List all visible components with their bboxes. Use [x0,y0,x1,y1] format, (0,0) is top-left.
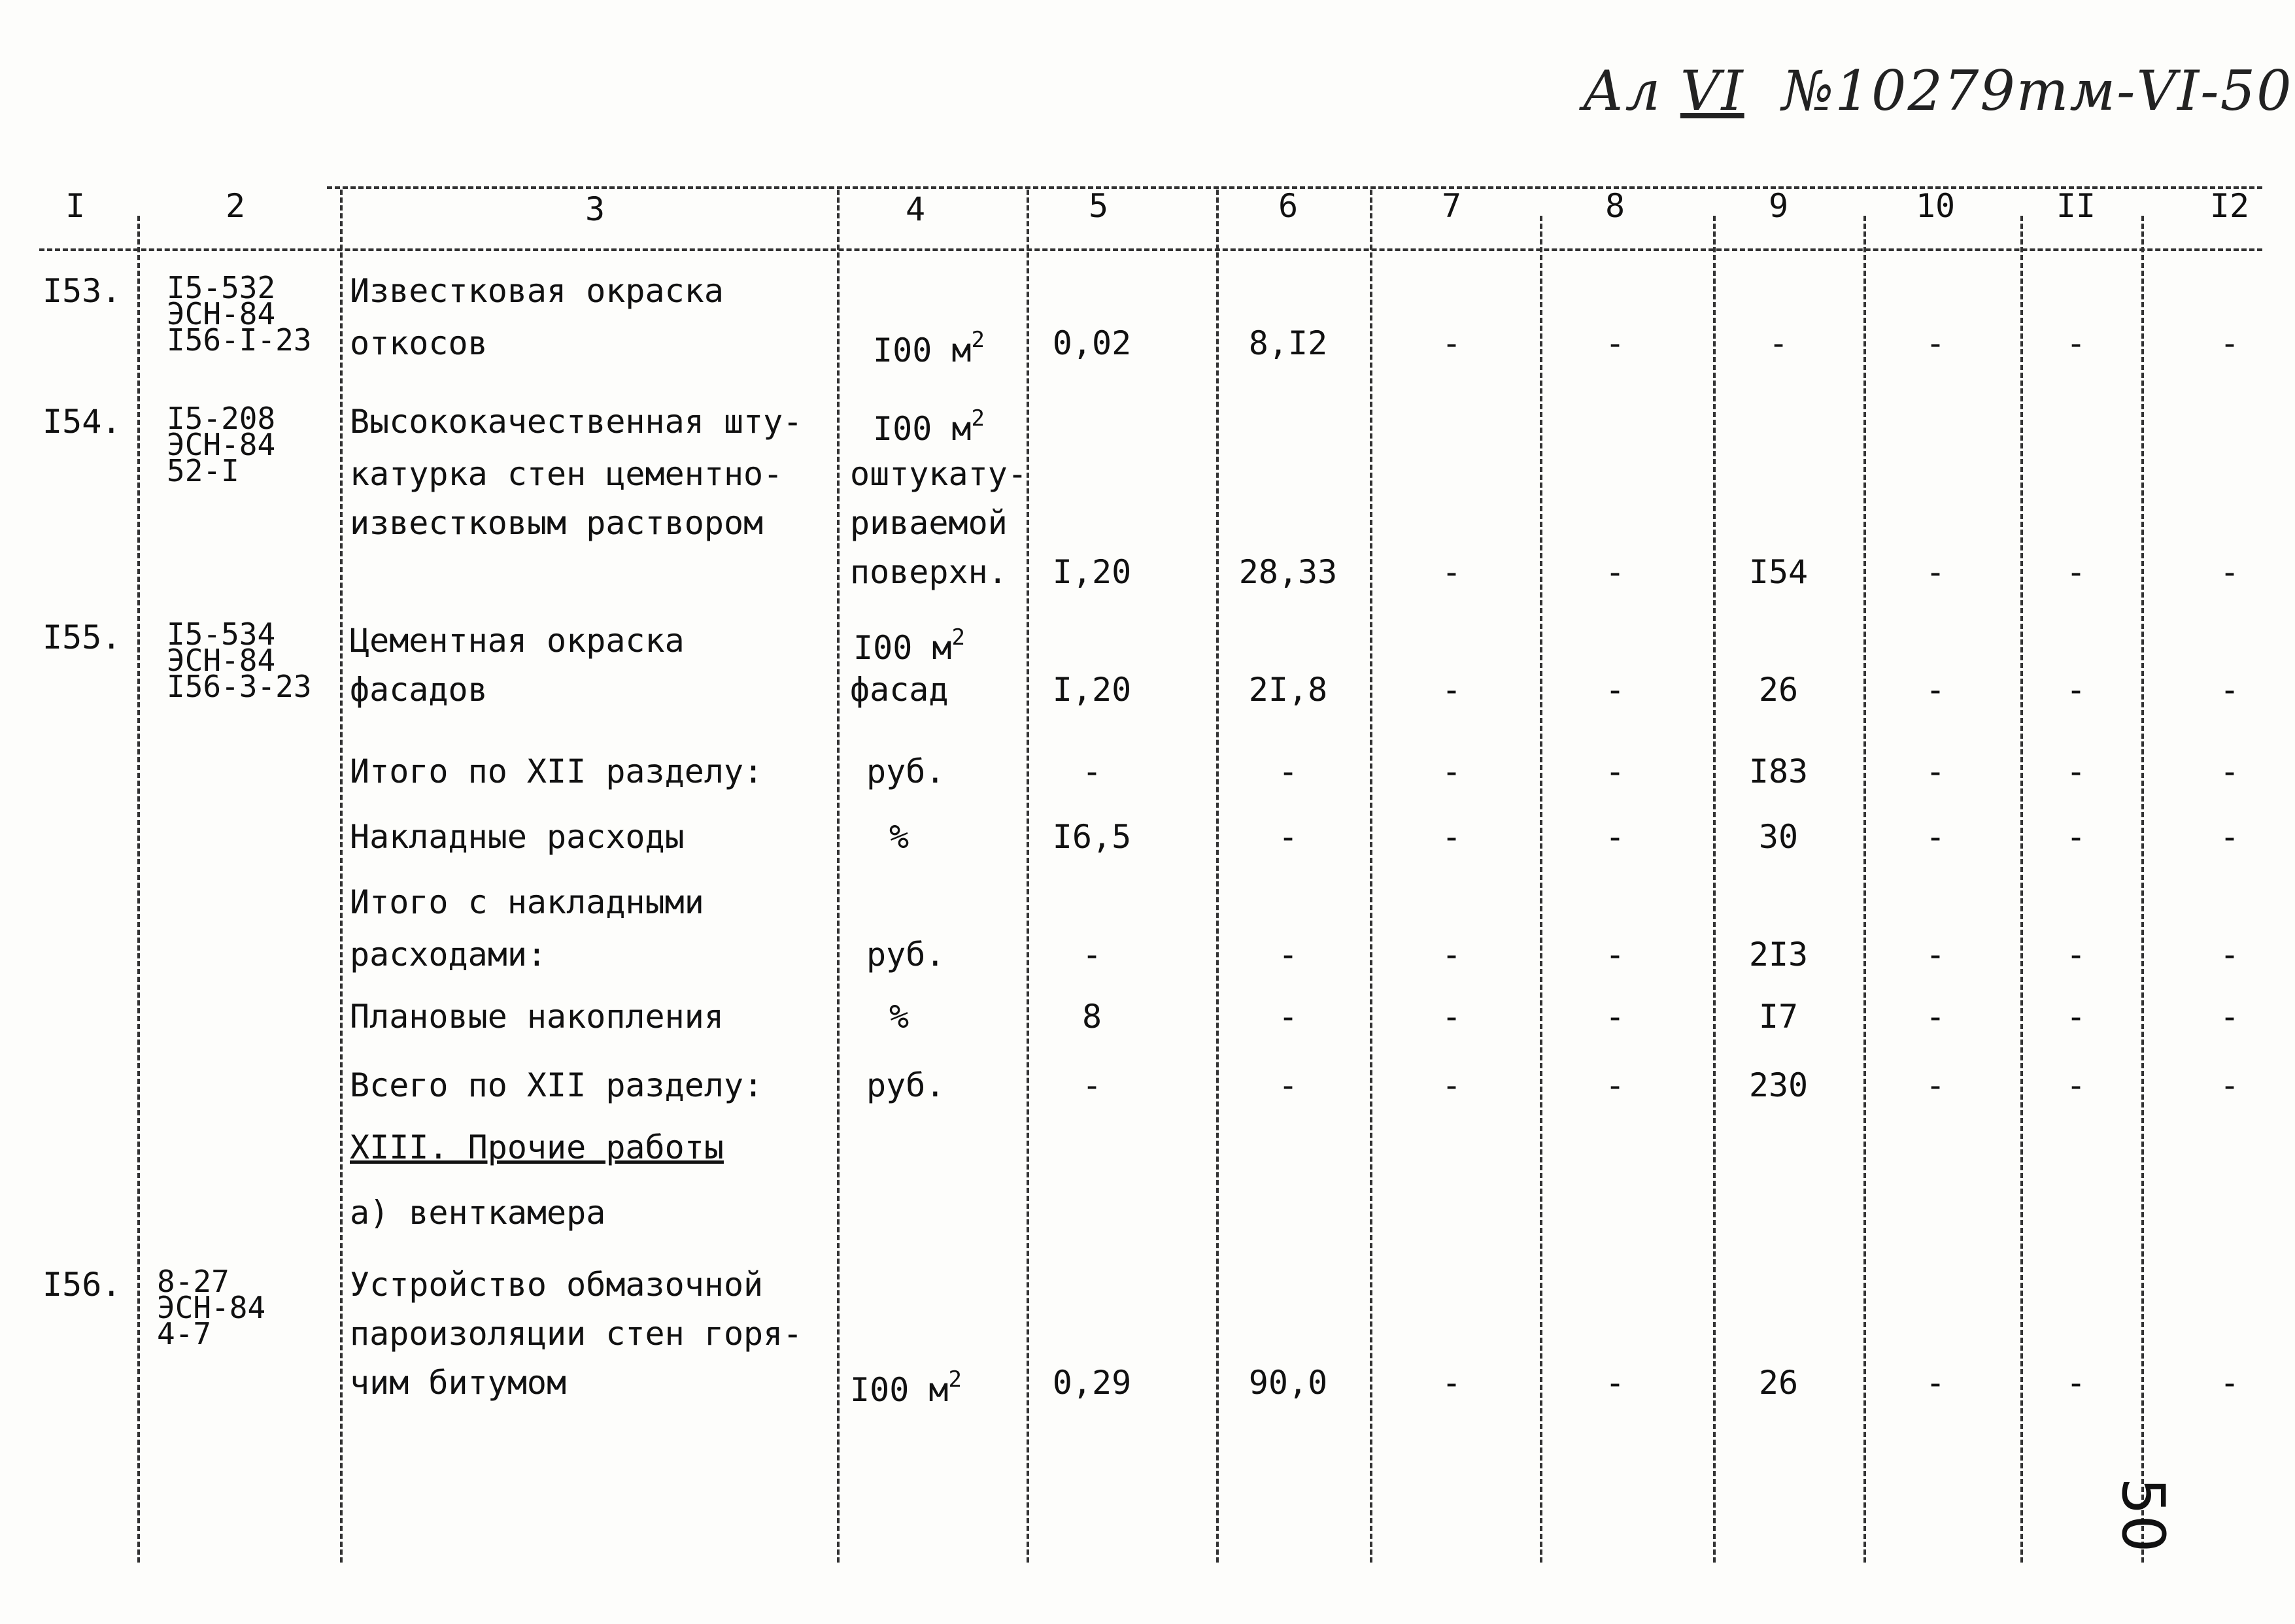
cell-8: - [1605,818,1625,856]
norm-code: ЭСН-84 [167,427,276,462]
cell-12: - [2219,324,2240,362]
norm-code: I5-208 [167,401,276,436]
cell-6: 28,33 [1238,553,1338,591]
summary-label: Накладные расходы [350,818,685,856]
cell-11: - [2066,753,2086,790]
cell-6: - [1278,1066,1299,1104]
header-bottom-rule [39,248,2262,251]
column-rule [2020,216,2023,1563]
work-description: чим битумом [350,1364,567,1402]
column-rule [1216,190,1219,1563]
cell-7: - [1441,324,1462,362]
work-description: пароизоляции стен горя- [350,1315,803,1353]
norm-code: I5-534 [167,617,276,652]
cell-12: - [2219,818,2240,856]
cell-12: - [2219,753,2240,790]
column-rule [1863,216,1866,1563]
cell-6: - [1278,753,1299,790]
cell-6: 2I,8 [1248,671,1328,709]
cell-9: I83 [1748,753,1809,790]
cell-7: - [1441,671,1462,709]
summary-label: Итого с накладными [350,883,704,921]
cell-5: 8 [1081,998,1102,1036]
cell-9: 2I3 [1748,936,1809,973]
col-header-12: I2 [2209,187,2250,225]
unit: руб. [866,753,945,790]
cell-10: - [1925,553,1946,591]
cell-12: - [2219,671,2240,709]
cell-7: - [1441,818,1462,856]
cell-12: - [2219,936,2240,973]
cell-12: - [2219,1364,2240,1402]
unit: I00 $м^2$ [873,405,985,448]
handwritten-reference: Ал VI №10279тм-VI-50 [1582,59,2293,123]
cell-8: - [1605,553,1625,591]
cell-11: - [2066,1066,2086,1104]
row-number: I55. [42,618,122,656]
cell-10: - [1925,1066,1946,1104]
cell-5: - [1081,1066,1102,1104]
cell-8: - [1605,324,1625,362]
cell-8: - [1605,1364,1625,1402]
cell-10: - [1925,671,1946,709]
col-header-1: I [65,187,86,225]
unit: % [889,998,910,1036]
cell-11: - [2066,553,2086,591]
cell-10: - [1925,324,1946,362]
cell-8: - [1605,1066,1625,1104]
column-rule [1713,216,1716,1563]
summary-label: Итого по XII разделу: [350,753,764,790]
cell-10: - [1925,998,1946,1036]
page-number: 50 [2109,1478,2177,1553]
unit: руб. [866,1066,945,1104]
row-number: I56. [42,1266,122,1304]
unit: фасад [850,671,949,709]
col-header-11: II [2056,187,2096,225]
cell-12: - [2219,1066,2240,1104]
cell-8: - [1605,753,1625,790]
cell-6: - [1278,998,1299,1036]
row-number: I54. [42,403,122,441]
cell-12: - [2219,998,2240,1036]
cell-10: - [1925,936,1946,973]
column-rule [2141,216,2144,1563]
column-rule [137,216,140,1563]
cell-5: - [1081,753,1102,790]
work-description: Устройство обмазочной [350,1266,764,1304]
cell-7: - [1441,753,1462,790]
unit: оштукату- [850,455,1027,493]
work-description: откосов [350,324,488,362]
unit: I00 $м^2$ [873,327,985,369]
cell-6: - [1278,818,1299,856]
unit: % [889,818,910,856]
cell-9: 26 [1758,1364,1799,1402]
quantity: I,20 [1052,553,1132,591]
col-header-8: 8 [1605,187,1625,225]
cell-7: - [1441,998,1462,1036]
work-description: Известковая окраска [350,272,724,310]
work-description: Высококачественная шту- [350,403,803,441]
cell-11: - [2066,671,2086,709]
norm-code: ЭСН-84 [157,1290,266,1325]
unit: риваемой [850,504,1008,542]
col-header-2: 2 [225,187,246,225]
norm-code: 4-7 [157,1316,212,1351]
cell-8: - [1605,936,1625,973]
cell-9: 30 [1758,818,1799,856]
column-rule [1370,190,1372,1563]
row-number: I53. [42,272,122,310]
section-heading: XIII. Прочие работы [350,1128,724,1166]
norm-code: I56-3-23 [167,669,312,704]
cell-9: I7 [1758,998,1799,1036]
cell-9: 26 [1758,671,1799,709]
norm-code: 8-27 [157,1264,230,1299]
cell-6: 90,0 [1248,1364,1328,1402]
norm-code: I5-532 [167,270,276,305]
norm-code: ЭСН-84 [167,296,276,331]
cell-7: - [1441,1364,1462,1402]
norm-code: 52-I [167,453,239,488]
column-rule [837,190,840,1563]
column-rule [340,190,343,1563]
cell-7: - [1441,553,1462,591]
col-header-10: 10 [1915,187,1956,225]
cell-9: I54 [1748,553,1809,591]
unit: I00 $м^2$ [853,624,965,667]
summary-label: Плановые накопления [350,998,724,1036]
cell-11: - [2066,1364,2086,1402]
cell-10: - [1925,818,1946,856]
col-header-7: 7 [1441,187,1462,225]
summary-label: Всего по XII разделу: [350,1066,764,1104]
cell-6: 8,I2 [1248,324,1328,362]
cell-12: - [2219,553,2240,591]
cell-10: - [1925,1364,1946,1402]
cell-6: - [1278,936,1299,973]
cell-11: - [2066,324,2086,362]
cell-9: - [1768,324,1789,362]
subsection-heading: а) венткамера [350,1194,606,1232]
cell-8: - [1605,671,1625,709]
col-header-4: 4 [905,190,926,228]
column-rule [1540,216,1542,1563]
summary-label: расходами: [350,936,547,973]
cell-8: - [1605,998,1625,1036]
cell-7: - [1441,1066,1462,1104]
cell-11: - [2066,936,2086,973]
quantity: 0,29 [1052,1364,1132,1402]
col-header-6: 6 [1278,187,1299,225]
col-header-3: 3 [585,190,605,228]
work-description: известковым раствором [350,504,764,542]
work-description: катурка стен цементно- [350,455,783,493]
work-description: Цементная окраска [350,622,685,660]
work-description: фасадов [350,671,488,709]
unit: поверхн. [850,553,1008,591]
cell-11: - [2066,818,2086,856]
norm-code: I56-I-23 [167,322,312,358]
cell-7: - [1441,936,1462,973]
col-header-9: 9 [1768,187,1789,225]
quantity: 0,02 [1052,324,1132,362]
unit: I00 $м^2$ [850,1366,962,1409]
norm-code: ЭСН-84 [167,643,276,678]
col-header-5: 5 [1088,187,1109,225]
cell-5: I6,5 [1052,818,1132,856]
unit: руб. [866,936,945,973]
column-rule [1027,190,1029,1563]
quantity: I,20 [1052,671,1132,709]
cell-11: - [2066,998,2086,1036]
cell-10: - [1925,753,1946,790]
cell-5: - [1081,936,1102,973]
cell-9: 230 [1748,1066,1809,1104]
